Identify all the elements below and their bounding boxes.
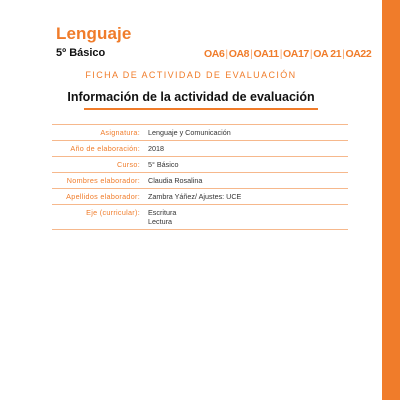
form-type-label: FICHA DE ACTIVIDAD DE EVALUACIÓN bbox=[85, 70, 297, 80]
grade-label: 5º Básico bbox=[56, 47, 106, 59]
oa-code: OA11 bbox=[253, 48, 279, 60]
oa-code: OA 21 bbox=[313, 48, 342, 60]
row-label: Nombres elaborador: bbox=[52, 173, 144, 189]
subject-title: Lenguaje bbox=[56, 24, 132, 43]
activity-info-table bbox=[52, 124, 348, 230]
oa-code: OA17 bbox=[283, 48, 309, 60]
row-label: Asignatura: bbox=[52, 125, 144, 141]
learning-objectives-list bbox=[204, 48, 371, 60]
row-label: Año de elaboración: bbox=[52, 141, 144, 157]
oa-code: OA8 bbox=[228, 48, 250, 60]
row-value bbox=[144, 173, 348, 189]
value-line: 5° Básico bbox=[148, 160, 179, 169]
row-value bbox=[144, 157, 348, 173]
value-line: Lenguaje y Comunicación bbox=[148, 128, 231, 137]
row-value bbox=[144, 125, 348, 141]
row-value bbox=[144, 189, 348, 205]
table-row bbox=[52, 157, 348, 173]
row-value bbox=[144, 205, 348, 230]
oa-separator: | bbox=[250, 48, 253, 60]
section-title: Información de la actividad de evaluación bbox=[67, 90, 315, 104]
oa-separator: | bbox=[279, 48, 283, 60]
orange-side-bar bbox=[382, 0, 400, 400]
row-label: Eje (curricular): bbox=[52, 205, 144, 230]
table-row bbox=[52, 173, 348, 189]
value-line: Escritura bbox=[148, 208, 177, 217]
row-label: Apellidos elaborador: bbox=[52, 189, 144, 205]
oa-code: OA22 bbox=[345, 48, 372, 60]
row-label: Curso: bbox=[52, 157, 144, 173]
table-row bbox=[52, 189, 348, 205]
value-line: 2018 bbox=[148, 144, 164, 153]
oa-code: OA6 bbox=[204, 48, 225, 60]
value-line: Claudia Rosalina bbox=[148, 176, 203, 185]
row-value bbox=[144, 141, 348, 157]
value-line: Zambra Yáñez/ Ajustes: UCE bbox=[148, 192, 242, 201]
table-row bbox=[52, 205, 348, 230]
table-row bbox=[52, 141, 348, 157]
title-underline bbox=[84, 108, 318, 110]
oa-separator: | bbox=[225, 48, 228, 60]
value-line: Lectura bbox=[148, 217, 172, 226]
table-row bbox=[52, 125, 348, 141]
oa-separator: | bbox=[309, 48, 313, 60]
oa-separator: | bbox=[342, 48, 345, 60]
